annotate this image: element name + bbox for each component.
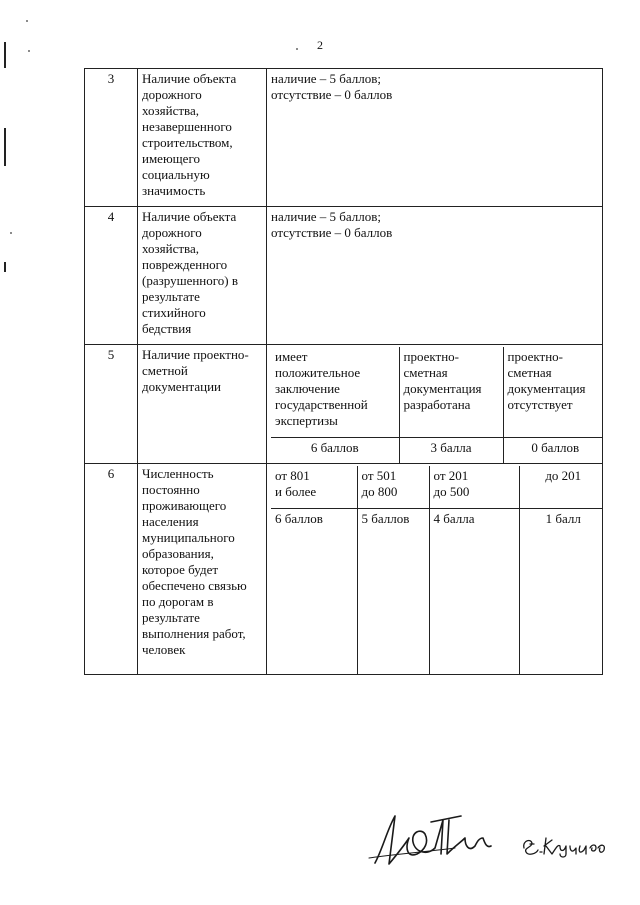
documentation-options xyxy=(267,345,603,464)
option-line: сметная xyxy=(507,365,552,380)
scan-speck xyxy=(10,232,12,234)
option-line: экспертизы xyxy=(275,413,338,428)
option-line: государственной xyxy=(275,397,368,412)
option-line: разработана xyxy=(403,397,471,412)
option-label xyxy=(399,347,503,437)
range-label xyxy=(357,466,429,508)
criterion-line: хозяйства, xyxy=(142,103,200,118)
option-line: имеет xyxy=(275,349,308,364)
criteria-table xyxy=(84,68,603,675)
criterion-line: незавершенного xyxy=(142,119,232,134)
scoring-line: отсутствие – 0 баллов xyxy=(271,87,393,102)
option-label xyxy=(271,347,399,437)
criterion-line: стихийного xyxy=(142,305,206,320)
criterion-cell xyxy=(138,464,267,675)
row-number: 4 xyxy=(85,207,138,345)
criterion-cell xyxy=(138,345,267,464)
option-line: отсутствует xyxy=(507,397,573,412)
population-subtable xyxy=(271,466,603,674)
row-number: 6 xyxy=(85,464,138,675)
range-line: от 801 xyxy=(275,468,310,483)
range-line: и более xyxy=(275,484,317,499)
criterion-line: результате xyxy=(142,289,200,304)
signature-name-handwritten xyxy=(518,830,608,860)
scan-edge-mark xyxy=(4,262,6,272)
criterion-line: Наличие проектно- xyxy=(142,347,249,362)
scan-speck xyxy=(296,48,298,50)
scoring-cell xyxy=(267,207,603,345)
criterion-line: поврежденного xyxy=(142,257,228,272)
criterion-line: результате xyxy=(142,610,200,625)
scoring-line: наличие – 5 баллов; xyxy=(271,209,382,224)
range-score: 4 балла xyxy=(429,508,519,674)
criterion-cell xyxy=(138,69,267,207)
criterion-line: хозяйства, xyxy=(142,241,200,256)
range-score: 5 баллов xyxy=(357,508,429,674)
documentation-subtable xyxy=(271,347,603,463)
criterion-line: образования, xyxy=(142,546,214,561)
range-line: от 501 xyxy=(361,468,397,483)
option-score: 0 баллов xyxy=(503,437,603,463)
option-label xyxy=(503,347,603,437)
option-line: документация xyxy=(507,381,586,396)
criterion-line: человек xyxy=(142,642,186,657)
criterion-line: дорожного xyxy=(142,87,202,102)
option-score: 3 балла xyxy=(399,437,503,463)
table-row xyxy=(85,207,603,345)
option-line: проектно- xyxy=(403,349,459,364)
criterion-cell xyxy=(138,207,267,345)
scan-speck xyxy=(26,20,28,22)
criterion-line: бедствия xyxy=(142,321,192,336)
criterion-line: строительством, xyxy=(142,135,233,150)
row-number: 5 xyxy=(85,345,138,464)
criterion-line: проживающего xyxy=(142,498,227,513)
scan-edge-mark xyxy=(4,42,6,68)
option-score: 6 баллов xyxy=(271,437,399,463)
criterion-line: выполнения работ, xyxy=(142,626,246,641)
range-label xyxy=(519,466,603,508)
criterion-line: значимость xyxy=(142,183,206,198)
range-score: 6 баллов xyxy=(271,508,357,674)
range-line: до 500 xyxy=(433,484,470,499)
population-ranges xyxy=(267,464,603,675)
criterion-line: сметной xyxy=(142,363,188,378)
table-row xyxy=(85,464,603,675)
scan-speck xyxy=(28,50,30,52)
criterion-line: (разрушенного) в xyxy=(142,273,238,288)
option-line: проектно- xyxy=(507,349,563,364)
option-line: заключение xyxy=(275,381,340,396)
scoring-line: наличие – 5 баллов; xyxy=(271,71,382,86)
signature-scribble xyxy=(365,808,505,870)
range-score: 1 балл xyxy=(519,508,603,674)
criterion-line: обеспечено связью xyxy=(142,578,247,593)
option-line: положительное xyxy=(275,365,361,380)
criterion-line: по дорогам в xyxy=(142,594,214,609)
table-row xyxy=(85,345,603,464)
table-row xyxy=(85,69,603,207)
criterion-line: муниципального xyxy=(142,530,235,545)
criterion-line: постоянно xyxy=(142,482,200,497)
criterion-line: социальную xyxy=(142,167,210,182)
range-line: до 800 xyxy=(361,484,398,499)
criterion-line: Численность xyxy=(142,466,214,481)
range-label xyxy=(271,466,357,508)
scoring-cell xyxy=(267,69,603,207)
page-number: 2 xyxy=(317,38,323,52)
row-number: 3 xyxy=(85,69,138,207)
range-line: от 201 xyxy=(433,468,469,483)
criterion-line: дорожного xyxy=(142,225,202,240)
scoring-line: отсутствие – 0 баллов xyxy=(271,225,393,240)
scan-edge-mark xyxy=(4,128,6,166)
criterion-line: документации xyxy=(142,379,222,394)
criterion-line: имеющего xyxy=(142,151,200,166)
range-label xyxy=(429,466,519,508)
criterion-line: Наличие объекта xyxy=(142,71,237,86)
criterion-line: Наличие объекта xyxy=(142,209,237,224)
range-line: до 201 xyxy=(545,468,582,483)
criterion-line: населения xyxy=(142,514,199,529)
option-line: сметная xyxy=(403,365,448,380)
criterion-line: которое будет xyxy=(142,562,219,577)
option-line: документация xyxy=(403,381,482,396)
